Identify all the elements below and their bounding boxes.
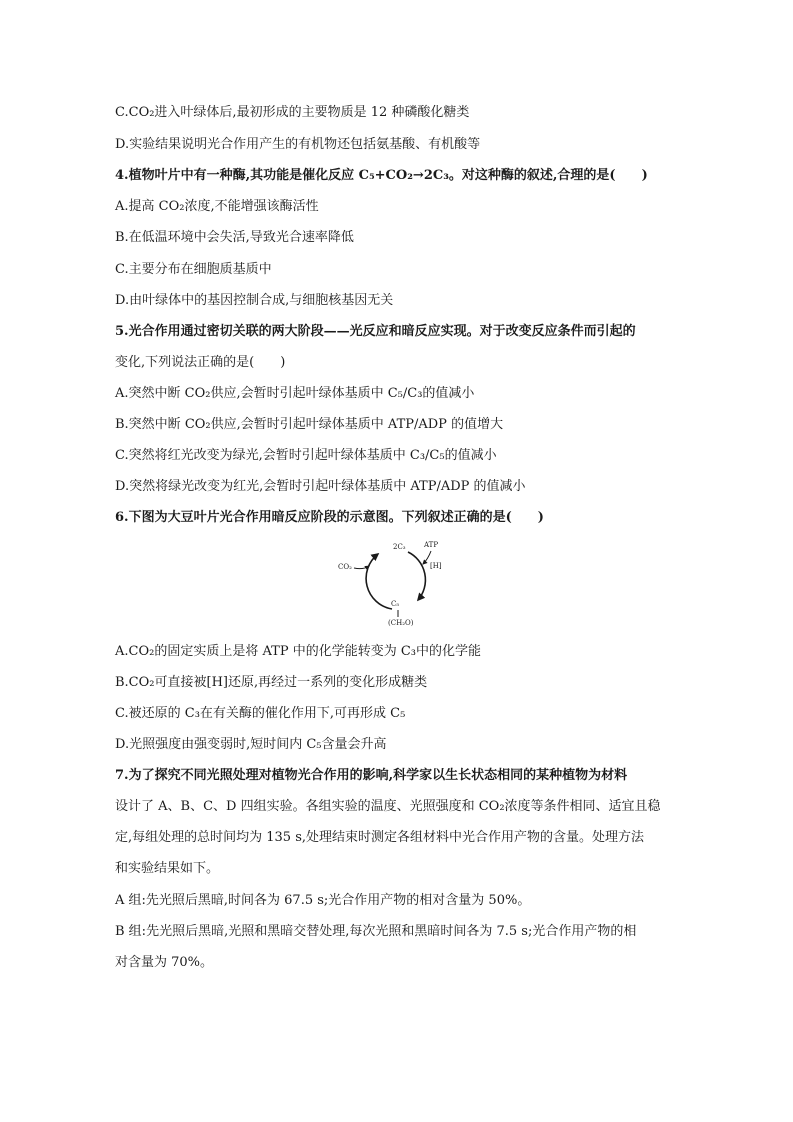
q6-stem: 6.下图为大豆叶片光合作用暗反应阶段的示意图。下列叙述正确的是( ) xyxy=(115,510,544,525)
q5-option-b: B.突然中断 CO₂供应,会暂时引起叶绿体基质中 ATP/ADP 的值增大 xyxy=(115,417,504,432)
q5-option-c: C.突然将红光改变为绿光,会暂时引起叶绿体基质中 C₃/C₅的值减小 xyxy=(115,448,497,463)
q4-option-d: D.由叶绿体中的基因控制合成,与细胞核基因无关 xyxy=(115,293,394,308)
label-co2: CO₂ xyxy=(338,563,352,571)
label-c5: C₅ xyxy=(391,600,400,608)
q3-option-d: D.实验结果说明光合作用产生的有机物还包括氨基酸、有机酸等 xyxy=(115,137,481,152)
cycle-arc-right xyxy=(408,552,425,600)
q7-group-b-line1: B 组:先光照后黑暗,光照和黑暗交替处理,每次光照和黑暗时间各为 7.5 s;光合作用产物的相 xyxy=(115,924,637,939)
q4-stem: 4.植物叶片中有一种酶,其功能是催化反应 C₅+CO₂→2C₃。对这种酶的叙述,合理的是( ) xyxy=(115,168,648,183)
cycle-arc-left xyxy=(366,554,392,609)
q7-stem-line2: 设计了 A、B、C、D 四组实验。各组实验的温度、光照强度和 CO₂浓度等条件相同、适宜且稳 xyxy=(115,799,661,814)
label-atp: ATP xyxy=(424,541,439,549)
q5-option-d: D.突然将绿光改变为红光,会暂时引起叶绿体基质中 ATP/ADP 的值减小 xyxy=(115,479,526,494)
q6-option-b: B.CO₂可直接被[H]还原,再经过一系列的变化形成糖类 xyxy=(115,675,428,690)
q4-option-c: C.主要分布在细胞质基质中 xyxy=(115,262,272,277)
q3-option-c: C.CO₂进入叶绿体后,最初形成的主要物质是 12 种磷酸化糖类 xyxy=(115,105,470,120)
label-2c3: 2C₃ xyxy=(393,543,406,551)
co2-input-arrow xyxy=(354,566,369,569)
q6-option-d: D.光照强度由强变弱时,短时间内 C₅含量会升高 xyxy=(115,737,387,752)
q5-option-a: A.突然中断 CO₂供应,会暂时引起叶绿体基质中 C₅/C₃的值减小 xyxy=(115,386,475,401)
q6-option-a: A.CO₂的固定实质上是将 ATP 中的化学能转变为 C₃中的化学能 xyxy=(115,644,481,659)
q7-stem-line3: 定,每组处理的总时间均为 135 s,处理结束时测定各组材料中光合作用产物的含量。处理方法 xyxy=(115,830,645,845)
label-h: [H] xyxy=(430,562,442,570)
dark-reaction-cycle-diagram xyxy=(336,537,466,627)
label-ch2o: (CH₂O) xyxy=(388,619,414,627)
q4-option-b: B.在低温环境中会失活,导致光合速率降低 xyxy=(115,230,354,245)
q7-stem-line1: 7.为了探究不同光照处理对植物光合作用的影响,科学家以生长状态相同的某种植物为材料 xyxy=(115,768,628,783)
q7-group-b-line2: 对含量为 70%。 xyxy=(115,955,214,970)
q7-group-a: A 组:先光照后黑暗,时间各为 67.5 s;光合作用产物的相对含量为 50%。 xyxy=(115,893,531,908)
q6-option-c: C.被还原的 C₃在有关酶的催化作用下,可再形成 C₅ xyxy=(115,706,406,721)
q4-option-a: A.提高 CO₂浓度,不能增强该酶活性 xyxy=(115,199,319,214)
q7-stem-line4: 和实验结果如下。 xyxy=(115,861,220,876)
q5-stem-line2: 变化,下列说法正确的是( ) xyxy=(115,355,286,370)
q5-stem-line1: 5.光合作用通过密切关联的两大阶段——光反应和暗反应实现。对于改变反应条件而引起的 xyxy=(115,324,636,339)
